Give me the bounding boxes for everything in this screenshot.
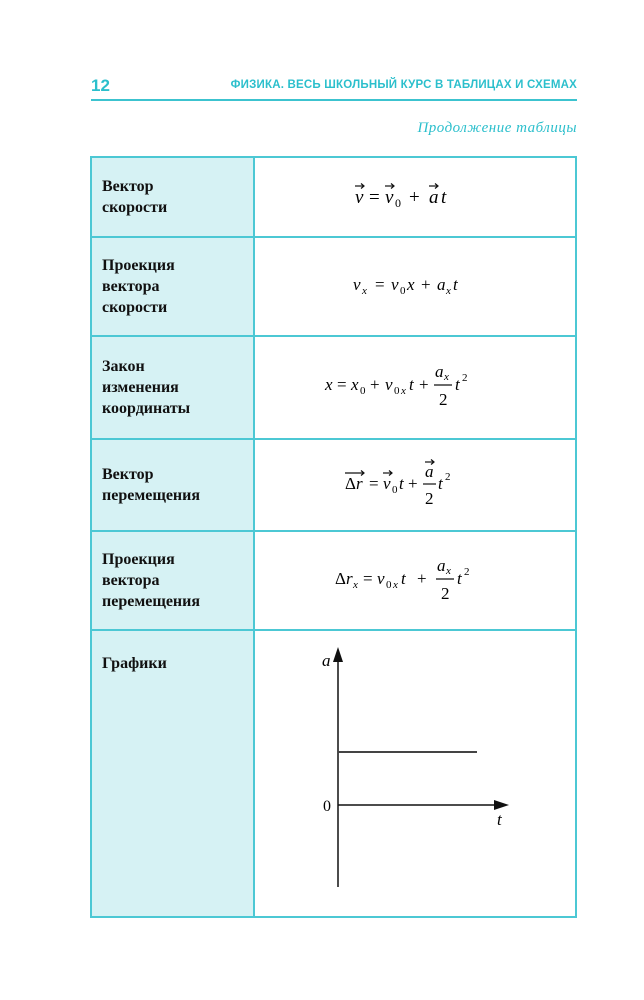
svg-text:2: 2 — [425, 488, 434, 508]
svg-text:0: 0 — [400, 285, 406, 297]
svg-text:v: v — [385, 186, 394, 208]
table-row — [91, 531, 576, 630]
svg-text:Δ: Δ — [345, 473, 356, 493]
svg-text:x: x — [407, 275, 415, 294]
row-label-coordinate-law — [91, 336, 254, 439]
svg-text:t: t — [409, 375, 414, 394]
table-row — [91, 630, 576, 917]
x-axis-label: t — [497, 810, 502, 829]
svg-text:+: + — [417, 569, 427, 588]
svg-text:a: a — [437, 556, 446, 575]
running-title: ФИЗИКА. ВЕСЬ ШКОЛЬНЫЙ КУРС В ТАБЛИЦАХ И СХЕМАХ — [230, 79, 577, 91]
formula-displacement-vector-math — [325, 453, 505, 513]
svg-text:x: x — [362, 285, 367, 297]
y-axis-arrow — [333, 647, 343, 662]
svg-text:0: 0 — [395, 195, 401, 210]
row-label-velocity-projection — [91, 237, 254, 336]
svg-text:a: a — [425, 461, 434, 481]
svg-text:r: r — [346, 569, 353, 588]
svg-text:2: 2 — [441, 584, 450, 603]
header-divider — [91, 99, 577, 101]
x-axis-arrow — [494, 800, 509, 810]
svg-text:v: v — [377, 569, 385, 588]
svg-text:+: + — [409, 186, 420, 208]
row-label-velocity-vector — [91, 157, 254, 237]
svg-text:x: x — [444, 371, 449, 383]
svg-text:a: a — [435, 362, 444, 381]
svg-text:a: a — [429, 186, 439, 208]
svg-text:r: r — [356, 473, 363, 493]
svg-text:Δ: Δ — [335, 569, 346, 588]
svg-text:+: + — [421, 275, 431, 294]
svg-text:0: 0 — [360, 385, 366, 397]
svg-text:0: 0 — [392, 483, 398, 496]
svg-text:x: x — [351, 375, 359, 394]
formula-velocity-projection — [254, 237, 576, 336]
formula-coordinate-law — [254, 336, 576, 439]
svg-text:x: x — [401, 385, 406, 397]
formula-velocity-vector — [254, 157, 576, 237]
formula-velocity-vector-math — [335, 175, 495, 215]
svg-text:x: x — [446, 565, 451, 577]
formula-displacement-projection-math — [325, 548, 505, 608]
y-axis-label: a — [322, 651, 331, 670]
svg-text:=: = — [375, 275, 385, 294]
acceleration-graph-cell — [254, 630, 576, 917]
table-row — [91, 439, 576, 531]
acceleration-time-graph — [255, 631, 575, 911]
svg-text:v: v — [355, 186, 364, 208]
svg-text:x: x — [325, 375, 333, 394]
row-label-text: Вектор перемещения — [102, 466, 201, 504]
page-number: 12 — [91, 76, 110, 95]
row-label-text: Графики — [102, 655, 167, 672]
row-label-displacement-projection — [91, 531, 254, 630]
svg-text:t: t — [457, 569, 462, 588]
svg-text:t: t — [401, 569, 406, 588]
svg-text:v: v — [385, 375, 393, 394]
page-header — [91, 74, 577, 98]
svg-text:0: 0 — [386, 579, 392, 591]
continuation-note: Продолжение таблицы — [417, 120, 577, 136]
table-row — [91, 336, 576, 439]
svg-text:+: + — [419, 375, 429, 394]
formula-velocity-projection-math — [335, 264, 495, 304]
formula-displacement-projection — [254, 531, 576, 630]
svg-text:x: x — [353, 579, 358, 591]
svg-text:=: = — [363, 569, 373, 588]
svg-text:v: v — [391, 275, 399, 294]
row-label-text: Вектор скорости — [102, 178, 168, 216]
svg-text:2: 2 — [445, 470, 451, 483]
svg-text:v: v — [383, 473, 391, 493]
svg-text:t: t — [455, 375, 460, 394]
svg-text:2: 2 — [462, 372, 468, 384]
row-label-text: Проекция вектора перемещения — [102, 551, 201, 610]
svg-text:2: 2 — [464, 566, 470, 578]
table-row — [91, 237, 576, 336]
row-label-text: Закон изменения координаты — [102, 358, 191, 417]
svg-text:2: 2 — [439, 390, 448, 409]
svg-text:x: x — [393, 579, 398, 591]
svg-text:t: t — [453, 275, 458, 294]
svg-text:=: = — [369, 186, 380, 208]
svg-text:=: = — [369, 473, 379, 493]
svg-text:a: a — [437, 275, 446, 294]
formula-coordinate-law-math — [315, 355, 515, 415]
svg-text:t: t — [441, 186, 447, 208]
origin-label: 0 — [323, 798, 331, 815]
svg-text:+: + — [370, 375, 380, 394]
row-label-displacement-vector — [91, 439, 254, 531]
svg-text:t: t — [438, 473, 443, 493]
row-label-graphs — [91, 630, 254, 917]
svg-text:v: v — [353, 275, 361, 294]
svg-text:0: 0 — [394, 385, 400, 397]
formula-table — [90, 156, 577, 918]
table-row — [91, 157, 576, 237]
row-label-text: Проекция вектора скорости — [102, 257, 175, 316]
svg-text:+: + — [408, 473, 418, 493]
formula-displacement-vector — [254, 439, 576, 531]
svg-text:x: x — [446, 285, 451, 297]
svg-text:t: t — [399, 473, 404, 493]
svg-text:=: = — [337, 375, 347, 394]
